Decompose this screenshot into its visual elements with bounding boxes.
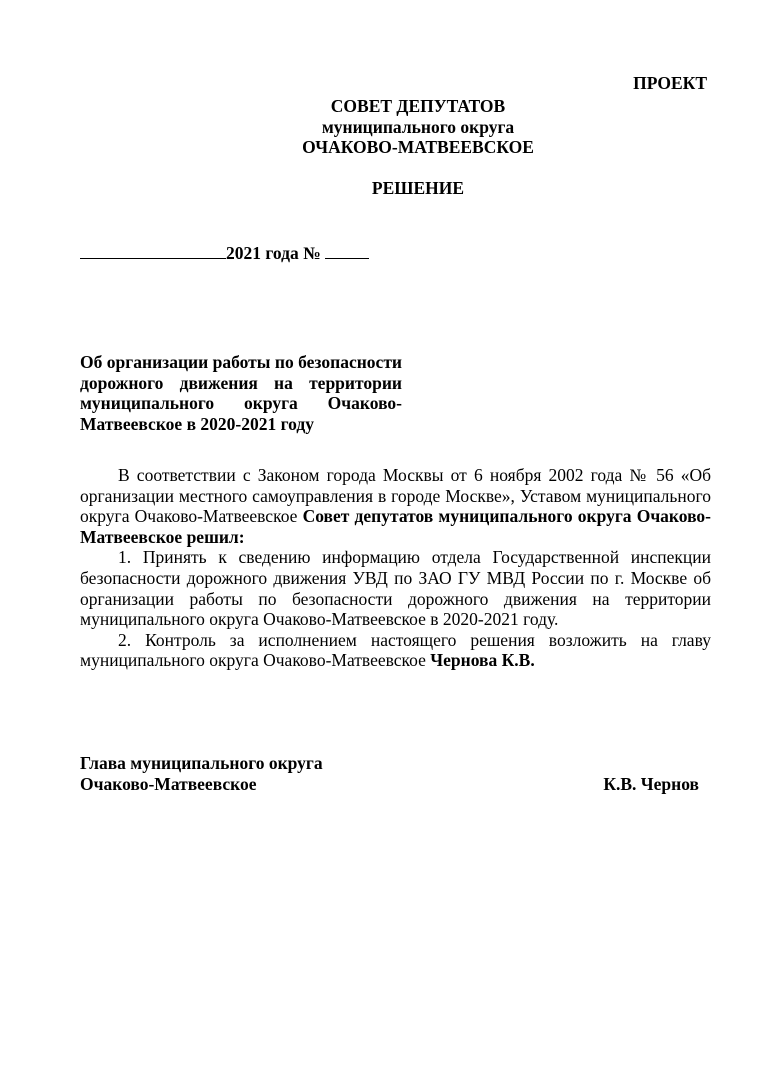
decision-body [80,465,711,671]
item-1-text: 1. Принять к сведению информацию отдела Государственной инспекции безопасности дорожного движения УВД по ЗАО ГУ МВД России по г. Москве об организации работы по безопасности дорожного движения на территории муниципального округа Очаково-Матвеевское в 2020-2021 году. [80,547,711,630]
preamble-text: В соответствии с Законом города Москвы от 6 ноября 2002 года № 56 «Об организации местного самоуправления в городе Москве», Уставом муниципального округа Очаково-Матвеевское [80,465,711,527]
date-blank [80,243,226,259]
decision-subject: Об организации работы по безопасности дорожного движения на территории муниципального округа Очаково-Матвеевское в 2020-2021 году [80,352,402,434]
date-number-line [80,243,369,264]
signature-name: К.В. Чернов [603,773,699,794]
signature-block [80,753,699,794]
document-type: РЕШЕНИЕ [371,178,465,198]
preamble-paragraph [80,465,711,547]
year-number-text: 2021 года № [226,243,321,263]
item-2-paragraph [80,630,711,671]
item-2-name: Чернова К.В. [430,650,535,671]
draft-label: ПРОЕКТ [633,73,707,93]
item-2-text: 2. Контроль за исполнением настоящего решения возложить на главу муниципального округа Очаково-Матвеевское [80,629,711,671]
district-line: муниципального округа [321,117,515,137]
preamble-resolution: Совет депутатов муниципального округа Очаково-Матвеевское решил: [80,506,712,547]
district-name: ОЧАКОВО-МАТВЕЕВСКОЕ [302,137,534,157]
number-blank [325,243,369,259]
signature-title-line2: Очаково-Матвеевское [80,773,257,794]
council-title: СОВЕТ ДЕПУТАТОВ [330,96,506,116]
signature-title-line1: Глава муниципального округа [80,753,323,773]
item-1-paragraph [80,547,711,629]
